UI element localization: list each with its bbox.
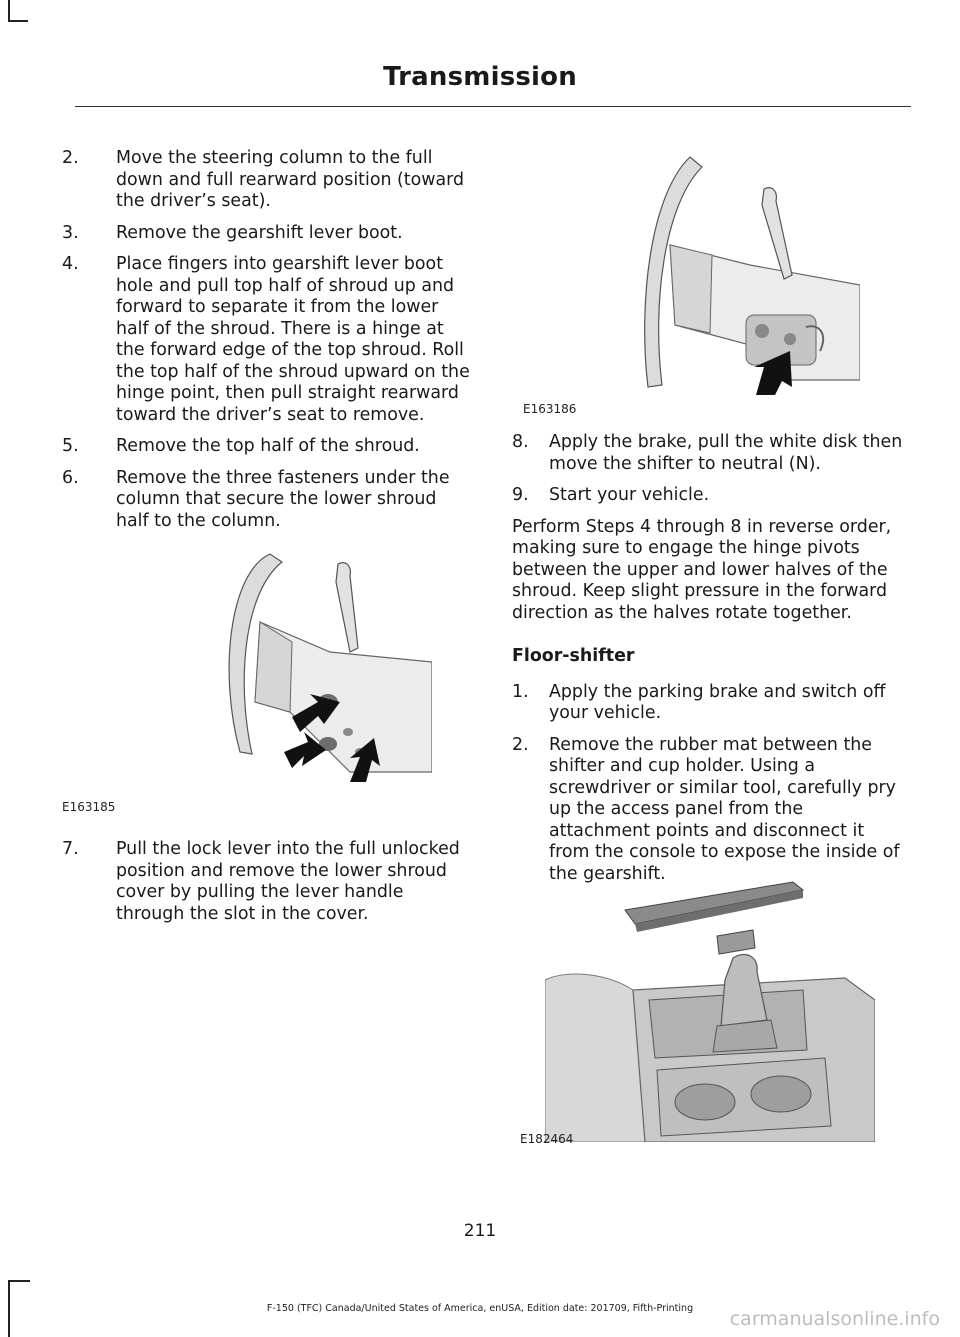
crop-mark-bottom-left-h	[8, 1280, 30, 1282]
right-column	[512, 432, 907, 895]
step-text: Apply the brake, pull the white disk then move the shifter to neutral (N).	[549, 432, 903, 474]
step-5	[62, 436, 474, 458]
step-3	[62, 223, 474, 245]
step-text: Remove the three fasteners under the column that secure the lower shroud half to the column.	[116, 467, 450, 531]
crop-mark-top-left-v	[8, 0, 10, 22]
step-text: Pull the lock lever into the full unlocked position and remove the lower shroud cover by pulling the lever handle through the slot in the cover.	[116, 839, 460, 924]
step-number: 4.	[62, 254, 79, 274]
floor-step-2	[512, 735, 907, 886]
header-rule	[75, 106, 911, 107]
step-number: 7.	[62, 839, 79, 859]
figure-label: E163185	[62, 800, 116, 814]
step-number: 3.	[62, 222, 79, 243]
figure-label: E182464	[520, 1132, 574, 1146]
watermark: carmanualsonline.info	[729, 1308, 940, 1330]
step-number: 9.	[512, 485, 529, 505]
step-number: 5.	[62, 436, 79, 456]
figure-floor-shifter-console	[545, 880, 875, 1142]
step-4	[62, 254, 474, 426]
crop-mark-top-left-h	[8, 20, 28, 22]
step-7	[62, 839, 474, 925]
page-number: 211	[463, 1221, 497, 1241]
reverse-order-paragraph: Perform Steps 4 through 8 in reverse order, making sure to engage the hinge pivots between the upper and lower halves of the shroud. Keep slight pressure in the forward direction as the halves rotate together.	[512, 516, 892, 623]
figure-steering-column-lock-lever	[630, 155, 860, 395]
step-text: Remove the gearshift lever boot.	[116, 222, 403, 243]
step-text: Move the steering column to the full down and full rearward position (toward the driver’s seat).	[116, 148, 465, 211]
left-column	[62, 148, 474, 542]
floor-step-1	[512, 682, 907, 725]
step-text: Remove the rubber mat between the shifter and cup holder. Using a screwdriver or similar tool, carefully pry up the access panel from the attachment points and disconnect it from the console to expose the inside of the gearshift.	[549, 734, 900, 884]
step-6	[62, 468, 474, 533]
step-number: 6.	[62, 467, 79, 488]
figure-steering-column-fasteners	[200, 552, 432, 782]
step-number: 2.	[512, 734, 529, 755]
left-column-step7	[62, 839, 474, 935]
step-text: Place fingers into gearshift lever boot hole and pull top half of shroud up and forward to separate it from the lower half of the shroud. There is a hinge at the forward edge of the top shroud. Roll the top half of the shroud upward on the hinge point, then pull straight rearward toward the driver’s seat to remove.	[116, 254, 470, 425]
step-2	[62, 148, 474, 213]
page-title: Transmission	[383, 62, 577, 92]
edition-footer: F-150 (TFC) Canada/United States of America, enUSA, Edition date: 201709, Fifth-Printing	[266, 1303, 694, 1314]
step-text: Apply the parking brake and switch off your vehicle.	[549, 681, 886, 723]
step-text: Remove the top half of the shroud.	[116, 436, 420, 456]
step-number: 8.	[512, 432, 529, 452]
step-number: 1.	[512, 681, 529, 702]
figure-label: E163186	[523, 402, 577, 416]
step-9	[512, 485, 907, 507]
step-text: Start your vehicle.	[549, 485, 710, 505]
step-number: 2.	[62, 148, 79, 168]
step-8	[512, 432, 907, 475]
section-heading: Floor-shifter	[512, 646, 635, 666]
